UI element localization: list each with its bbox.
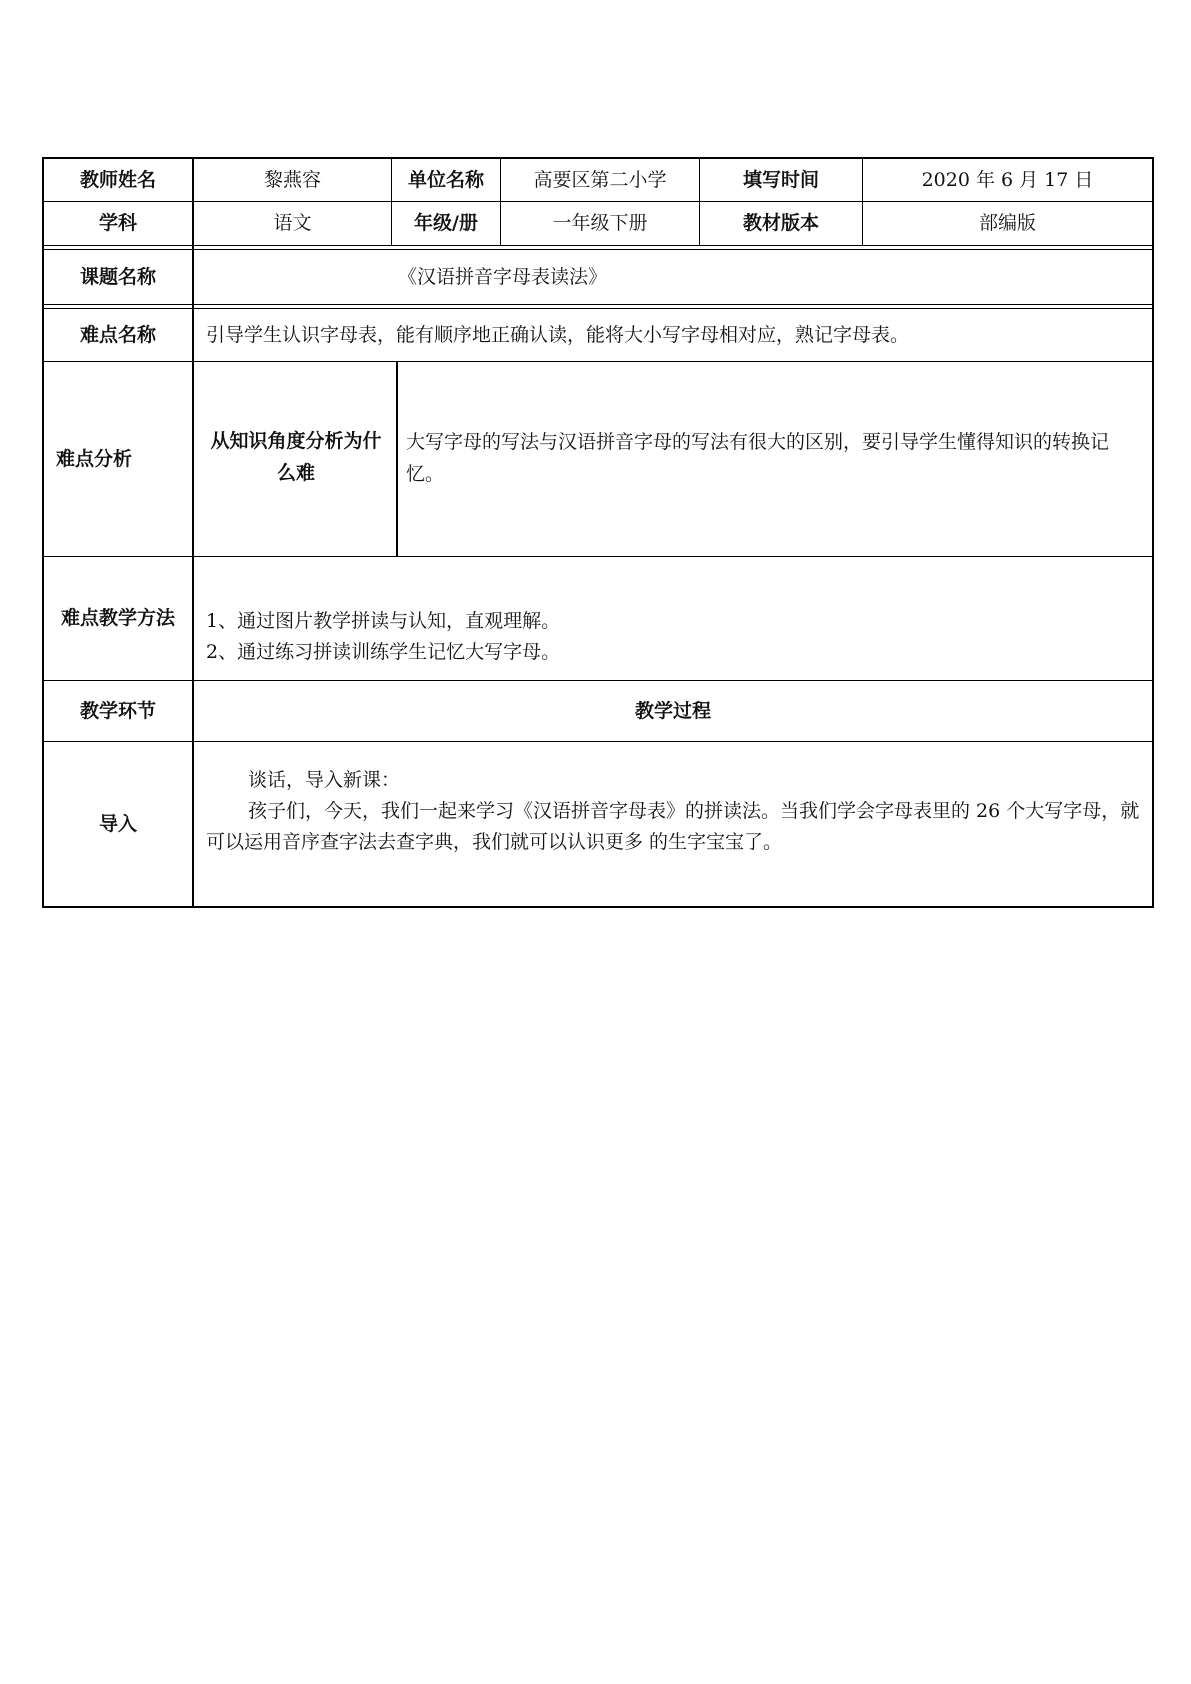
difficulty-name-value: 引导学生认识字母表，能有顺序地正确认读，能将大小写字母相对应，熟记字母表。 [206, 323, 910, 346]
table-bottom-border [42, 906, 1154, 908]
intro-label: 导入 [98, 812, 137, 835]
fill-date-label: 填写时间 [742, 168, 819, 191]
topic-label: 课题名称 [79, 265, 156, 288]
difficulty-name-label: 难点名称 [79, 323, 156, 346]
row-divider [42, 304, 1154, 305]
teaching-process-header: 教学过程 [634, 699, 711, 722]
subject-label: 学科 [98, 212, 137, 234]
intro-line: 谈话，导入新课： [248, 769, 401, 791]
analysis-sub-label: 从知识角度分析为什么难 [210, 430, 382, 484]
fill-date-value: 2020 年 6 月 17 日 [921, 168, 1094, 191]
intro-paragraph: 孩子们，今天，我们一起来学习《汉语拼音字母表》的拼读法。当我们学会字母表里的 26 个大写字母，就可以运用音序查字法去查字典，我们就可以认识更多 的生字宝宝了。 [206, 800, 1140, 853]
teaching-stage-header: 教学环节 [79, 699, 156, 722]
teaching-method-list [206, 606, 1146, 672]
row-divider [42, 361, 1154, 362]
analysis-inner-divider [396, 361, 398, 556]
edition-label: 教材版本 [742, 212, 819, 234]
row-divider [42, 741, 1154, 742]
label-column-divider [192, 157, 194, 908]
teacher-name-value: 黎燕容 [263, 168, 321, 191]
unit-name-value: 高要区第二小学 [533, 168, 667, 191]
topic-value: 《汉语拼音字母表读法》 [398, 265, 608, 288]
teaching-method-item: 1、通过图片教学拼读与认知，直观理解。 [206, 610, 561, 632]
analysis-value: 大写字母的写法与汉语拼音字母的写法有很大的区别，要引导学生懂得知识的转换记忆。 [406, 431, 1110, 485]
table-right-border [1152, 157, 1154, 908]
intro-content [206, 765, 1146, 875]
grade-value: 一年级下册 [552, 212, 648, 234]
row-divider [42, 245, 1154, 246]
edition-value: 部编版 [978, 212, 1036, 234]
unit-name-label: 单位名称 [407, 168, 484, 191]
teaching-method-label: 难点教学方法 [60, 607, 175, 629]
row-divider [42, 556, 1154, 557]
teaching-method-item: 2、通过练习拼读训练学生记忆大写字母。 [206, 641, 561, 663]
subject-value: 语文 [273, 212, 312, 234]
grade-label: 年级/册 [414, 212, 478, 234]
difficulty-analysis-label: 难点分析 [56, 447, 133, 470]
teacher-name-label: 教师姓名 [79, 168, 156, 191]
